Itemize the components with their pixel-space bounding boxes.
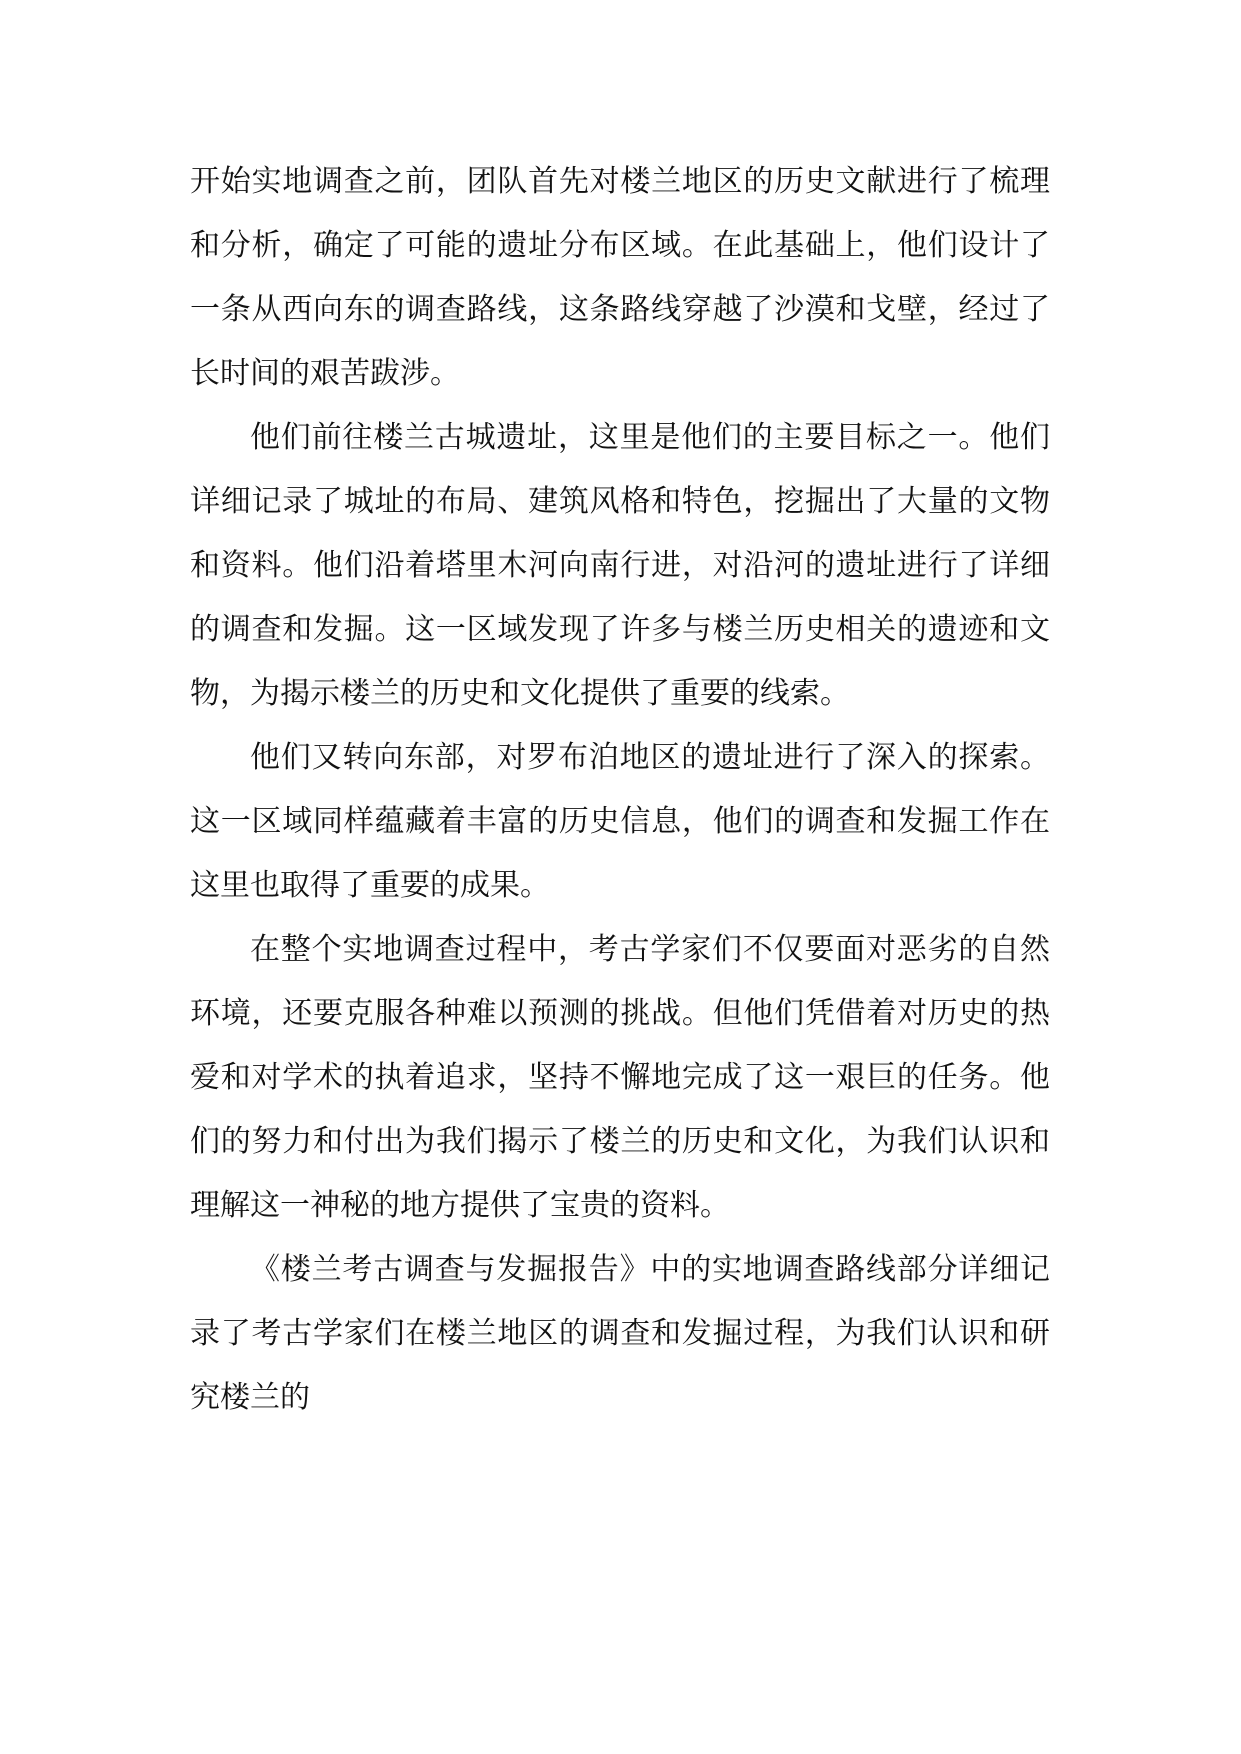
paragraph-5: 《楼兰考古调查与发掘报告》中的实地调查路线部分详细记录了考古学家们在楼兰地区的调查和发掘过程，为我们认识和研究楼兰的 xyxy=(190,1252,1050,1415)
paragraph-2: 他们前往楼兰古城遗址，这里是他们的主要目标之一。他们详细记录了城址的布局、建筑风格和特色，挖掘出了大量的文物和资料。他们沿着塔里木河向南行进，对沿河的遗址进行了详细的调查和发掘。这一区域发现了许多与楼兰历史相关的遗迹和文物，为揭示楼兰的历史和文化提供了重要的线索。 xyxy=(190,420,1050,711)
document-body xyxy=(190,150,1050,1430)
paragraph-3: 他们又转向东部，对罗布泊地区的遗址进行了深入的探索。这一区域同样蕴藏着丰富的历史信息，他们的调查和发掘工作在这里也取得了重要的成果。 xyxy=(190,740,1050,903)
paragraph-4: 在整个实地调查过程中，考古学家们不仅要面对恶劣的自然环境，还要克服各种难以预测的挑战。但他们凭借着对历史的热爱和对学术的执着追求，坚持不懈地完成了这一艰巨的任务。他们的努力和付出为我们揭示了楼兰的历史和文化，为我们认识和理解这一神秘的地方提供了宝贵的资料。 xyxy=(190,932,1050,1223)
paragraph-1: 开始实地调查之前，团队首先对楼兰地区的历史文献进行了梳理和分析，确定了可能的遗址分布区域。在此基础上，他们设计了一条从西向东的调查路线，这条路线穿越了沙漠和戈壁，经过了长时间的艰苦跋涉。 xyxy=(190,164,1050,391)
